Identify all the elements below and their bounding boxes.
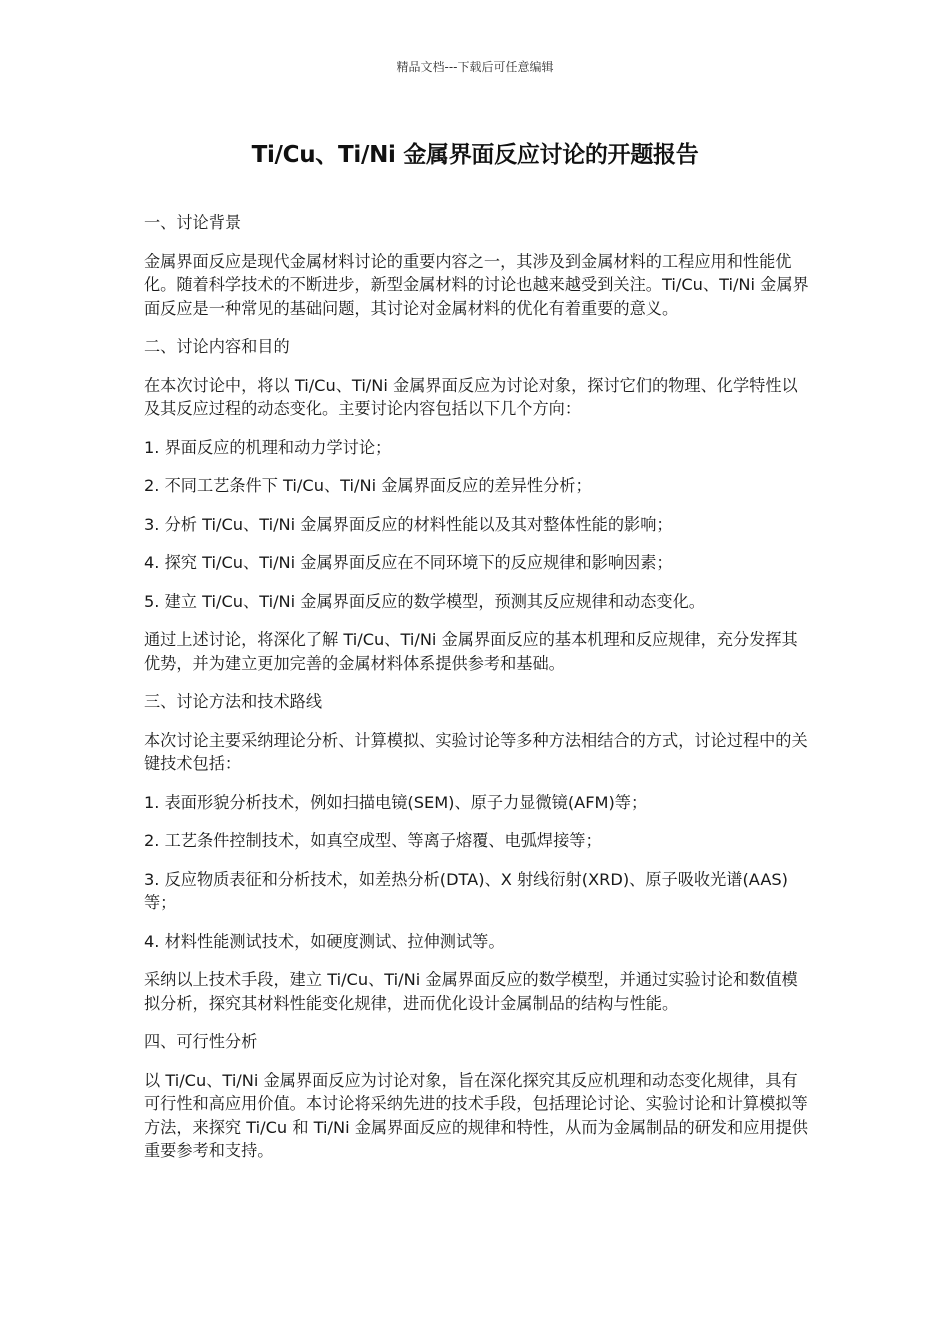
list-item: 2. 不同工艺条件下 Ti/Cu、Ti/Ni 金属界面反应的差异性分析； (144, 476, 592, 495)
list-item: 2. 工艺条件控制技术，如真空成型、等离子熔覆、电弧焊接等； (144, 831, 602, 850)
page-header: 精品文档---下载后可任意编辑 (396, 60, 554, 74)
paragraph: 通过上述讨论，将深化了解 Ti/Cu、Ti/Ni 金属界面反应的基本机理和反应规律，充分发挥其优势，并为建立更加完善的金属材料体系提供参考和基础。 (144, 630, 798, 673)
section-heading-methods: 三、讨论方法和技术路线 (144, 692, 323, 711)
paragraph: 本次讨论主要采纳理论分析、计算模拟、实验讨论等多种方法相结合的方式，讨论过程中的关键技术包括： (144, 730, 808, 773)
section-heading-content-goals: 二、讨论内容和目的 (144, 337, 290, 356)
paragraph: 在本次讨论中，将以 Ti/Cu、Ti/Ni 金属界面反应为讨论对象，探讨它们的物理、化学特性以及其反应过程的动态变化。主要讨论内容包括以下几个方向： (144, 375, 798, 418)
list-item: 4. 材料性能测试技术，如硬度测试、拉伸测试等。 (144, 931, 505, 951)
paragraph: 金属界面反应是现代金属材料讨论的重要内容之一，其涉及到金属材料的工程应用和性能优化。随着科学技术的不断进步，新型金属材料的讨论也越来越受到关注。Ti/Cu、Ti/Ni 金属界面反应是一种常见的基础问题，其讨论对金属材料的优化有着重要的意义。 (144, 251, 809, 318)
list-item: 1. 界面反应的机理和动力学讨论； (144, 437, 392, 457)
paragraph: 以 Ti/Cu、Ti/Ni 金属界面反应为讨论对象，旨在深化探究其反应机理和动态变化规律，具有可行性和高应用价值。本讨论将采纳先进的技术手段，包括理论讨论、实验讨论和计算模拟等方法，来探究 Ti/Cu 和 Ti/Ni 金属界面反应的规律和特性，从而为金属制品的研发和应用提供重要参考和支持。 (144, 1070, 808, 1160)
document-title: Ti/Cu、Ti/Ni 金属界面反应讨论的开题报告 (251, 142, 699, 168)
list-item: 5. 建立 Ti/Cu、Ti/Ni 金属界面反应的数学模型，预测其反应规律和动态变化。 (144, 591, 705, 611)
section-heading-background: 一、讨论背景 (144, 213, 242, 232)
section-heading-feasibility: 四、可行性分析 (144, 1032, 258, 1051)
list-item: 1. 表面形貌分析技术，例如扫描电镜(SEM)、原子力显微镜(AFM)等； (144, 792, 648, 812)
document-body (144, 211, 810, 1178)
list-item: 3. 反应物质表征和分析技术，如差热分析(DTA)、X 射线衍射(XRD)、原子吸收光谱(AAS)等； (144, 869, 788, 912)
list-item: 3. 分析 Ti/Cu、Ti/Ni 金属界面反应的材料性能以及其对整体性能的影响； (144, 514, 673, 534)
paragraph: 采纳以上技术手段，建立 Ti/Cu、Ti/Ni 金属界面反应的数学模型，并通过实验讨论和数值模拟分析，探究其材料性能变化规律，进而优化设计金属制品的结构与性能。 (144, 970, 798, 1013)
list-item: 4. 探究 Ti/Cu、Ti/Ni 金属界面反应在不同环境下的反应规律和影响因素； (144, 553, 673, 572)
